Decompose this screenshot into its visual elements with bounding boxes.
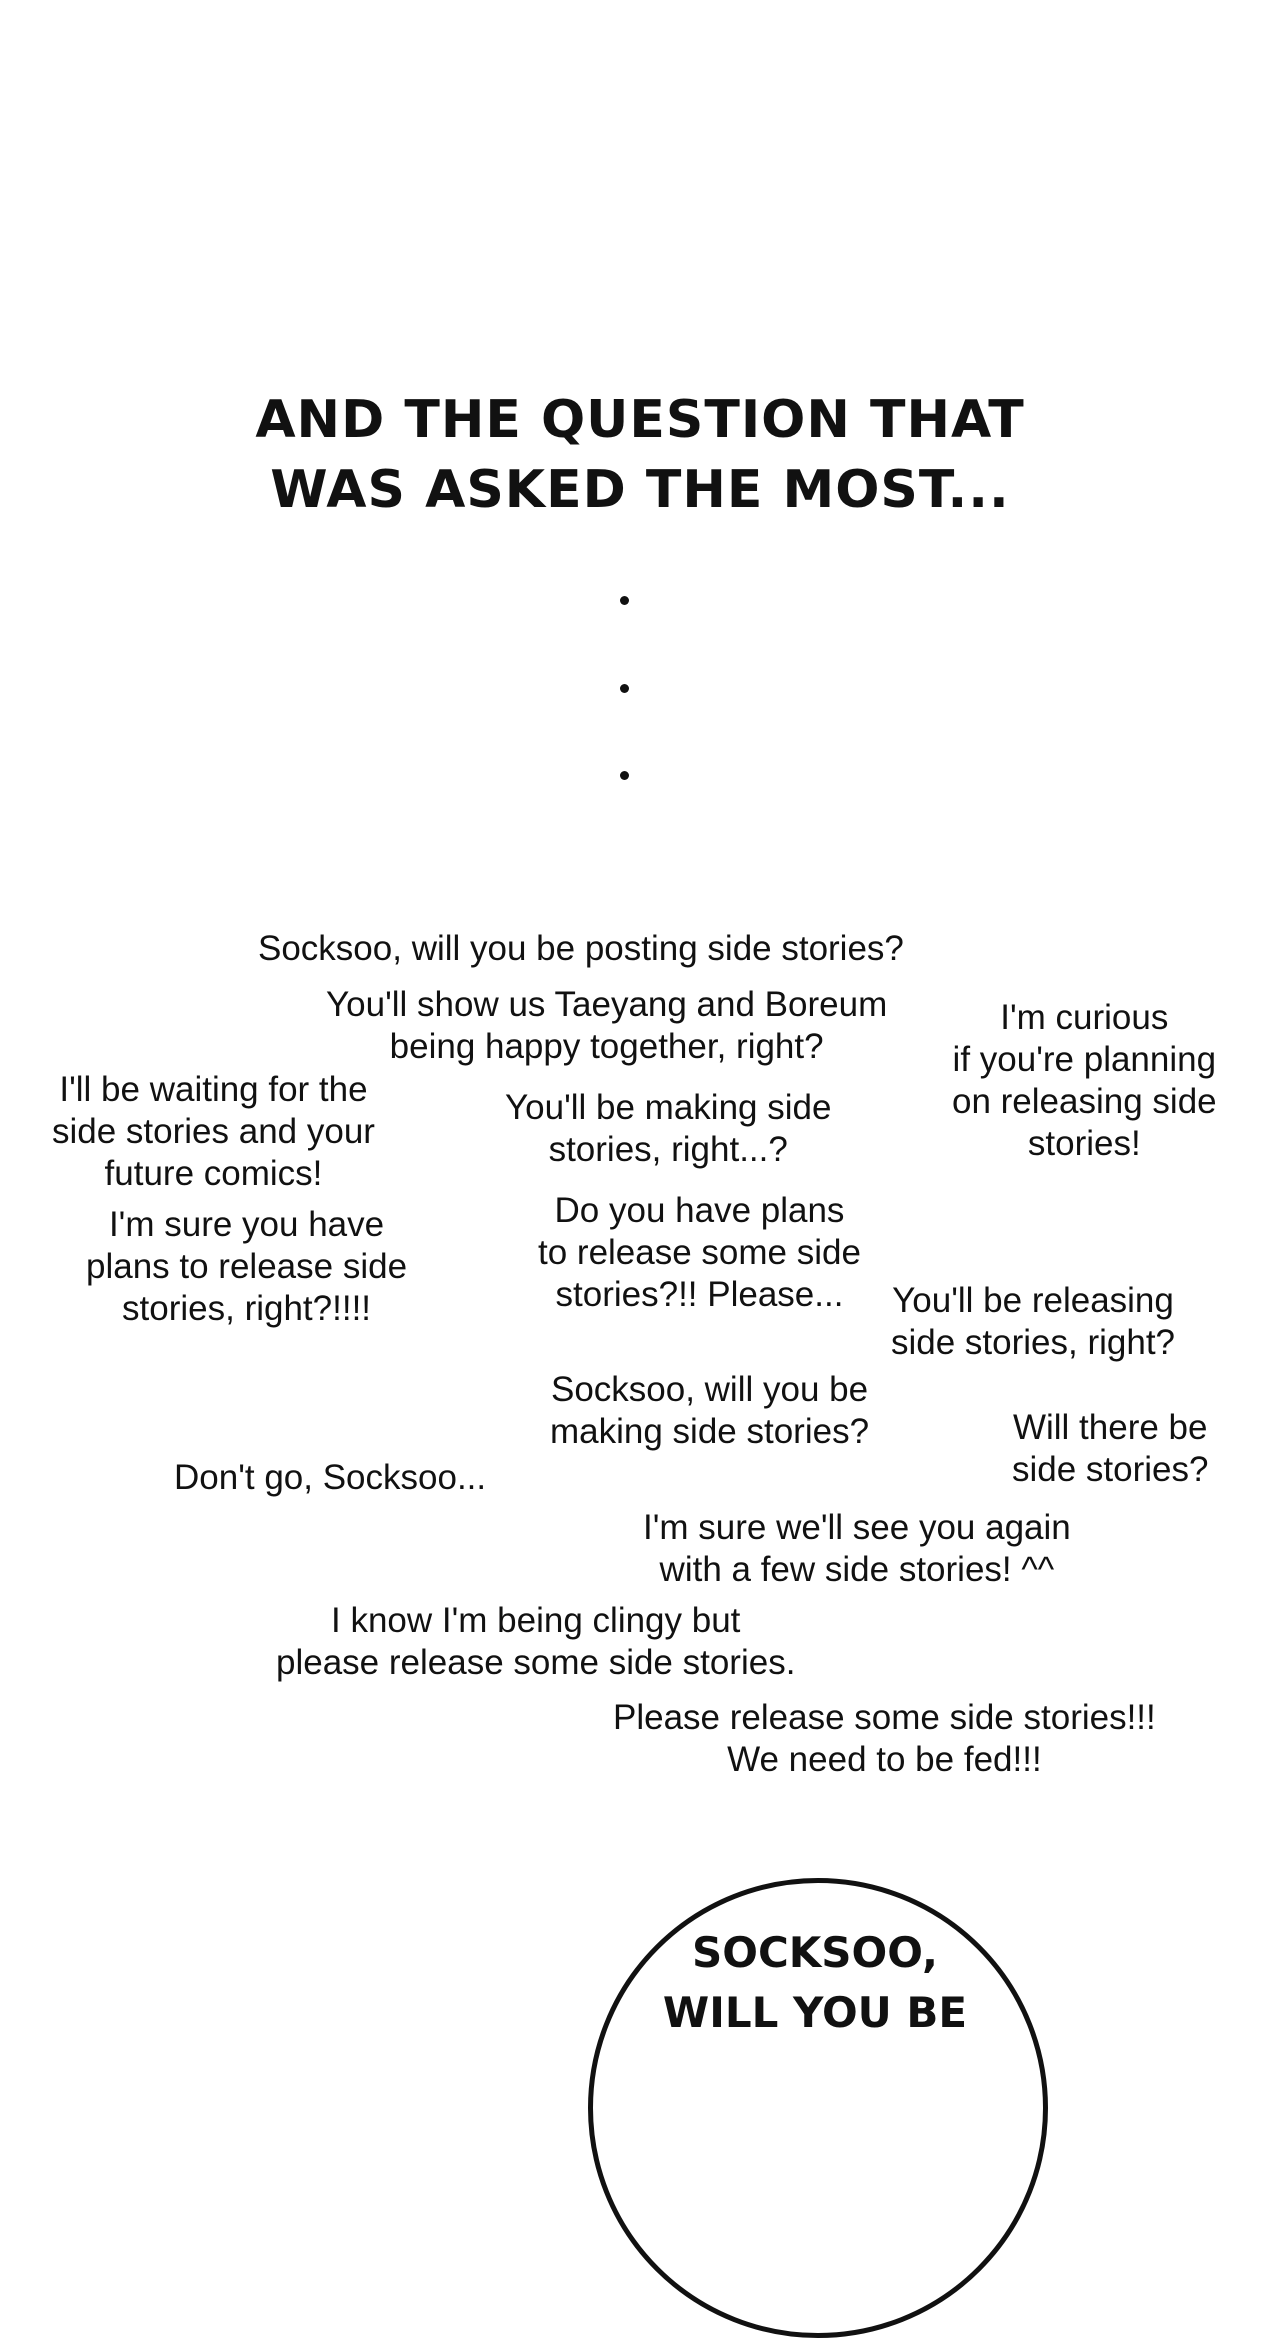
comment-line: I know I'm being clingy but bbox=[331, 1601, 741, 1640]
comment-line: You'll show us Taeyang and Boreum bbox=[326, 985, 888, 1024]
fan-comment bbox=[613, 1697, 1156, 1781]
comment-line: You'll be making side bbox=[505, 1088, 832, 1127]
comment-line: please release some side stories. bbox=[276, 1643, 796, 1682]
heading-line-1: AND THE QUESTION THAT bbox=[255, 390, 1025, 450]
comment-line: with a few side stories! ^^ bbox=[659, 1550, 1055, 1589]
fan-comment bbox=[52, 1069, 375, 1195]
heading-line-2: WAS ASKED THE MOST... bbox=[270, 460, 1010, 520]
heading bbox=[240, 385, 1040, 525]
comment-line: I'm sure you have bbox=[108, 1205, 385, 1244]
fan-comment bbox=[643, 1507, 1071, 1591]
fan-comment bbox=[538, 1190, 861, 1316]
comment-line: Please release some side stories!!! bbox=[613, 1698, 1156, 1737]
bubble-line: SOCKSOO, bbox=[691, 1928, 938, 1977]
comment-line: stories, right...? bbox=[548, 1130, 788, 1169]
comment-line: future comics! bbox=[104, 1154, 323, 1193]
comment-line: making side stories? bbox=[550, 1412, 870, 1451]
comment-line: Don't go, Socksoo... bbox=[174, 1458, 487, 1497]
fan-comment bbox=[1012, 1407, 1208, 1491]
fan-comment bbox=[891, 1280, 1175, 1364]
comment-line: on releasing side bbox=[952, 1082, 1217, 1121]
fan-comment bbox=[258, 928, 904, 970]
comment-line: stories! bbox=[1027, 1124, 1141, 1163]
comment-line: We need to be fed!!! bbox=[727, 1740, 1042, 1779]
comment-line: to release some side bbox=[538, 1233, 861, 1272]
fan-comment bbox=[174, 1457, 486, 1499]
comment-line: being happy together, right? bbox=[389, 1027, 824, 1066]
comment-line: side stories and your bbox=[52, 1112, 375, 1151]
comment-line: I'll be waiting for the bbox=[59, 1070, 368, 1109]
ellipsis-dot bbox=[620, 684, 629, 693]
comment-line: I'm sure we'll see you again bbox=[643, 1508, 1071, 1547]
fan-comment bbox=[326, 984, 887, 1068]
ellipsis-dot bbox=[620, 596, 629, 605]
comment-line: side stories? bbox=[1012, 1450, 1209, 1489]
comment-line: Will there be bbox=[1012, 1408, 1208, 1447]
ellipsis-dot bbox=[620, 771, 629, 780]
comment-line: plans to release side bbox=[86, 1247, 408, 1286]
fan-comment bbox=[276, 1600, 795, 1684]
comment-line: Socksoo, will you be posting side stories? bbox=[258, 929, 904, 968]
comment-line: Socksoo, will you be bbox=[550, 1370, 869, 1409]
bubble-line: WILL YOU BE bbox=[662, 1988, 968, 2037]
comment-line: stories?!! Please... bbox=[555, 1275, 844, 1314]
comment-line: if you're planning bbox=[952, 1040, 1217, 1079]
comment-line: I'm curious bbox=[1000, 998, 1169, 1037]
comment-line: stories, right?!!!! bbox=[122, 1289, 372, 1328]
fan-comment bbox=[550, 1369, 869, 1453]
comment-line: side stories, right? bbox=[891, 1323, 1176, 1362]
fan-comment bbox=[86, 1204, 407, 1330]
comment-line: You'll be releasing bbox=[892, 1281, 1174, 1320]
speech-bubble-text bbox=[600, 1923, 1030, 2043]
comment-line: Do you have plans bbox=[554, 1191, 845, 1230]
fan-comment bbox=[505, 1087, 831, 1171]
fan-comment bbox=[952, 997, 1217, 1165]
